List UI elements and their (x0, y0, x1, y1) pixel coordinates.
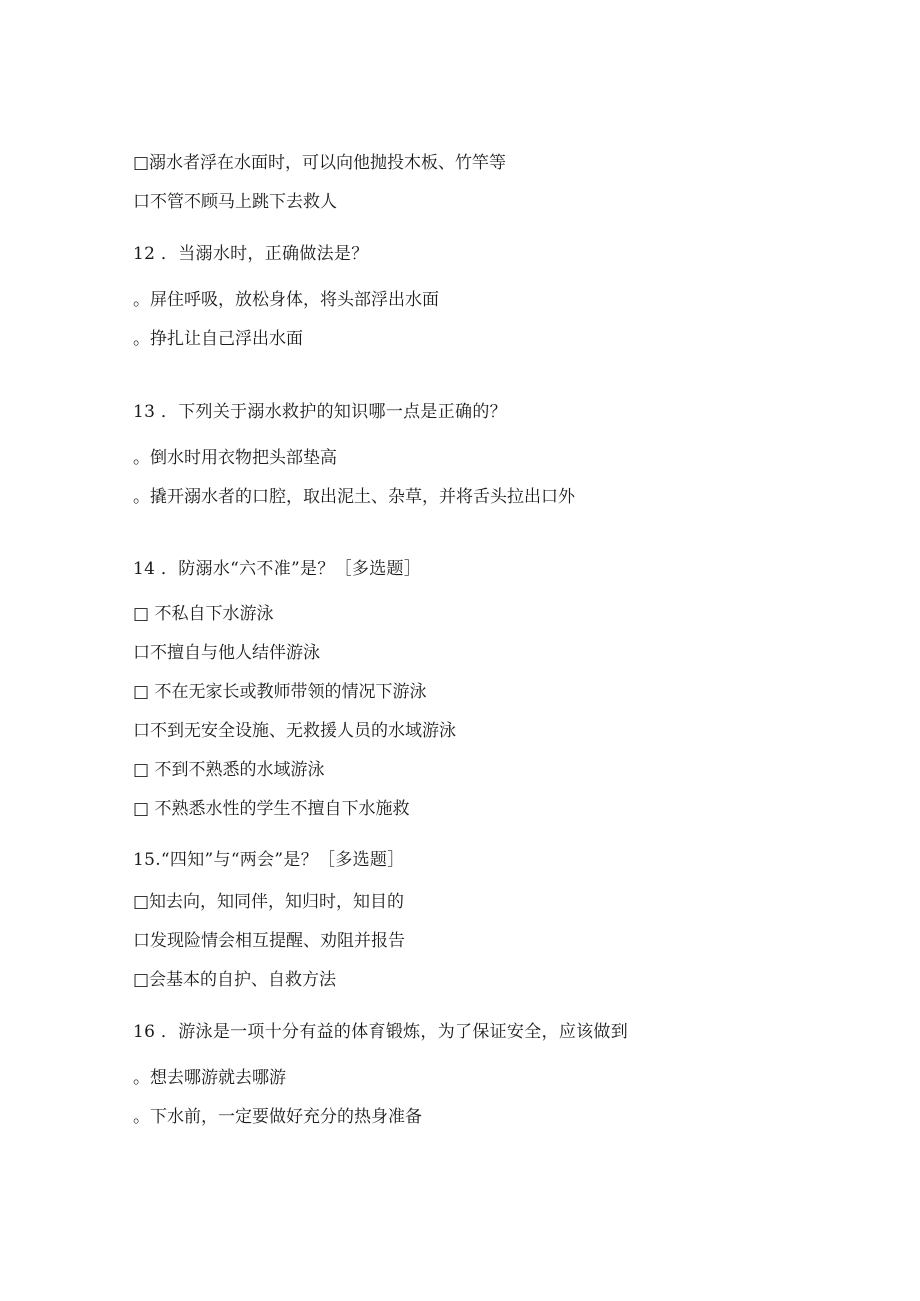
q12-option-1[interactable]: 。屏住呼吸，放松身体，将头部浮出水面 (133, 290, 439, 310)
q14-option-6[interactable]: □ 不熟悉水性的学生不擅自下水施救 (133, 799, 410, 819)
q14-question: 14 ．防溺水“六不准”是？［多选题］ (133, 559, 422, 579)
q16-option-1[interactable]: 。想去哪游就去哪游 (133, 1068, 286, 1088)
q12-option-2[interactable]: 。挣扎让自己浮出水面 (133, 329, 303, 349)
q15-question: 15.“四知”与“两会”是？［多选题］ (133, 850, 405, 870)
q16-question: 16 ．游泳是一项十分有益的体育锻炼，为了保证安全，应该做到 (133, 1022, 629, 1042)
q13-option-2[interactable]: 。撬开溺水者的口腔，取出泥土、杂草，并将舌头拉出口外 (133, 487, 575, 507)
q12-question: 12 ．当溺水时，正确做法是？ (133, 244, 369, 264)
q16-option-2[interactable]: 。下水前，一定要做好充分的热身准备 (133, 1107, 422, 1127)
q14-option-5[interactable]: □ 不到不熟悉的水域游泳 (133, 760, 325, 780)
q14-option-2[interactable]: 口不擅自与他人结伴游泳 (133, 643, 320, 663)
q13-question: 13 ．下列关于溺水救护的知识哪一点是正确的？ (133, 402, 507, 422)
q13-option-1[interactable]: 。倒水时用衣物把头部垫高 (133, 448, 337, 468)
q15-option-2[interactable]: 口发现险情会相互提醒、劝阻并报告 (133, 931, 405, 951)
q15-option-1[interactable]: □知去向，知同伴，知归时，知目的 (133, 892, 405, 912)
q11-option-2[interactable]: 口不管不顾马上跳下去救人 (133, 192, 337, 212)
q11-option-1[interactable]: □溺水者浮在水面时，可以向他抛投木板、竹竿等 (133, 153, 507, 173)
q14-option-1[interactable]: □ 不私自下水游泳 (133, 604, 274, 624)
q15-option-3[interactable]: □会基本的自护、自救方法 (133, 970, 337, 990)
q14-option-4[interactable]: 口不到无安全设施、无救援人员的水域游泳 (133, 721, 456, 741)
q14-option-3[interactable]: □ 不在无家长或教师带领的情况下游泳 (133, 682, 427, 702)
